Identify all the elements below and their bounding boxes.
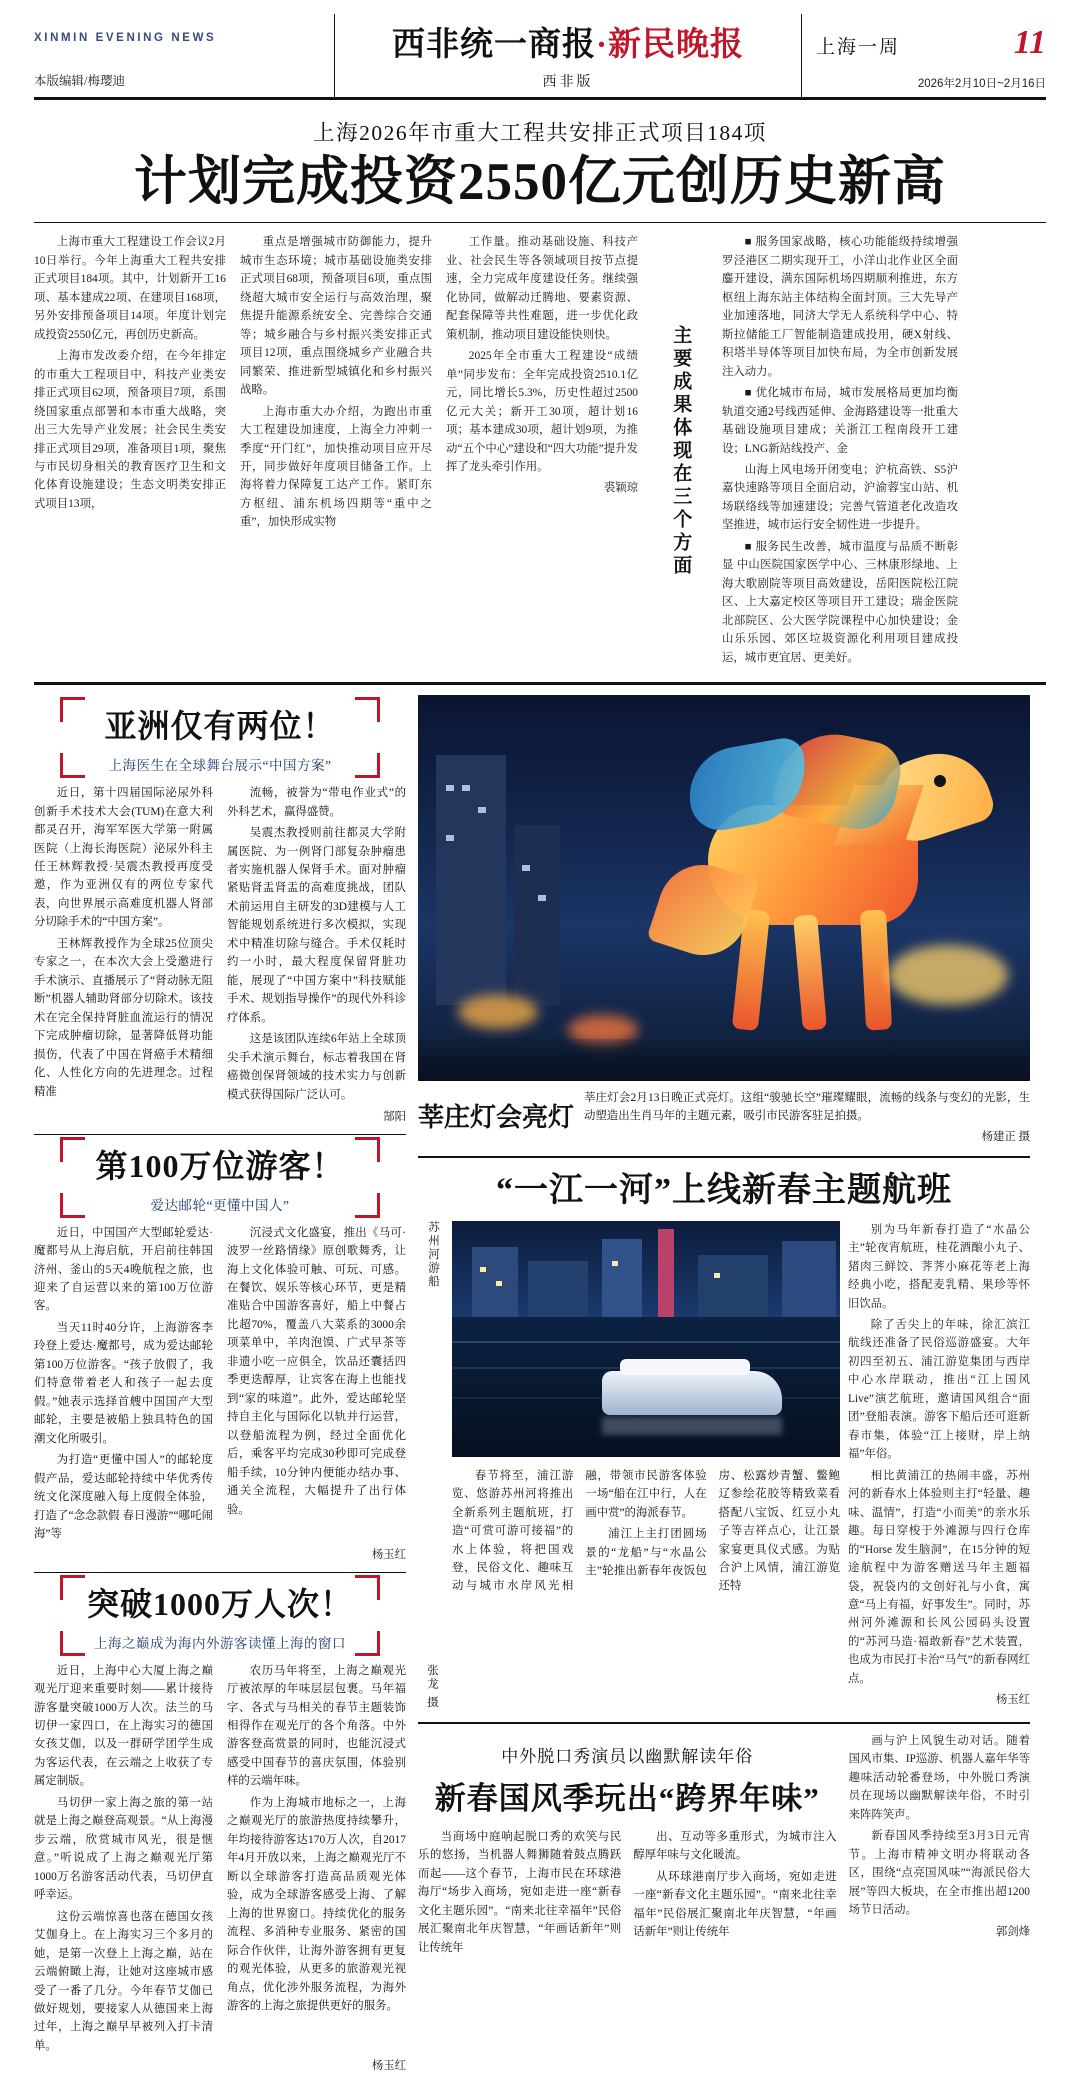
bottom-article-byline: 郭剑烽 <box>995 1925 1030 1938</box>
corner-decoration-icon <box>355 1631 380 1656</box>
masthead-right <box>802 14 1046 97</box>
photo-tour-boat <box>602 1371 782 1415</box>
river-photo-label: 苏州河游船 <box>427 1220 439 1289</box>
top-article-col-3 <box>446 233 638 670</box>
bottom-article <box>418 1732 1030 1957</box>
flight-article-text <box>452 1467 840 1596</box>
paragraph: 重点是增强城市防御能力，提升城市生态环境；城市基础设施类安排正式项目68项，预备项目6项，重点围绕超大城市安全运行与高效治理，聚焦提升能源系统安全、完善综合交通等；城乡融合与乡村振兴类安排正式项目12项，重点围绕城乡产业融合共同繁荣、推进新型城镇化和乡村振兴战略。 <box>240 236 432 397</box>
corner-decoration-icon <box>60 1575 85 1600</box>
photo-tower <box>658 1229 674 1317</box>
photo-boat-cabin <box>620 1359 750 1375</box>
byline: 裘颖琼 <box>603 482 638 495</box>
vertical-subhead-text: 主要成果体现在三个方面 <box>670 325 692 579</box>
lantern-caption-text: 莘庄灯会2月13日晚正式亮灯。这组“骏驰长空”璀璨耀眼，流畅的线条与变幻的光影，生动塑造出生肖马年的主题元素，吸引市民游客驻足拍摄。 <box>584 1092 1030 1123</box>
paragraph: 近日，第十四届国际泌尿外科创新手术技术大会(TUM)在意大利都灵召开，海军军医大学第一附属医院（上海长海医院）泌尿外科主任王林辉教授·吴震杰教授再度受邀，作为亚洲仅有的两位专家代表，向世界展示高难度机器人肾部分切除手术的“中国方案”。 <box>34 787 213 929</box>
paragraph: 工作量。推动基础设施、科技产业、社会民生等各领域项目按节点提速，全力完成年度建设任务。继续强化协同，做解动迁腾地、要素资源、配套保障等共性难题，进一步优化政策机制，推动项目建设能快则快。 <box>446 236 638 341</box>
article-2-headline-block <box>34 1141 406 1214</box>
photo-building <box>528 1261 588 1317</box>
flight-article-headline: “一江一河”上线新春主题航班 <box>496 1171 952 1209</box>
masthead <box>34 14 1046 100</box>
river-photo-credit: 张龙 摄 <box>426 1664 438 1710</box>
photo-lantern-glow <box>458 995 538 1029</box>
photo-foreground-shadow <box>418 1039 1030 1081</box>
masthead-date-range: 2026年2月10日~2月16日 <box>917 78 1046 90</box>
corner-decoration-icon <box>60 753 85 778</box>
photo-window <box>522 865 530 871</box>
lantern-festival-photo <box>418 695 1030 1081</box>
paragraph: 上海市发改委介绍，在今年排定的市重大工程项目中，科技产业类安排正式项目62项，预备项目7项，系围绕国家重点部署和本市重大战略，突出三大先导产业发展；社会民生类安排正式项目29项，准备项目1项，聚焦与市民切身相关的教育医疗卫生和文化体育设施建设；生态文明类安排正式项目13项， <box>34 350 226 510</box>
masthead-title-left: 西非统一商报 <box>391 27 596 63</box>
lantern-photo-credit: 杨建正 摄 <box>981 1130 1030 1143</box>
corner-decoration-icon <box>355 1575 380 1600</box>
lead-headline: 计划完成投资2550亿元创历史新高 <box>134 153 946 211</box>
article-2-headline: 第100万位游客！ <box>95 1147 345 1184</box>
article-2-byline: 杨玉红 <box>371 1548 406 1561</box>
article-1-headline-block <box>34 701 406 774</box>
paragraph: 这份云端惊喜也落在德国女孩艾伽身上。在上海实习三个多月的她，是第一次登上上海之巅，站在云端俯瞰上海，让她对这座城市感受了一番了几分。今年春节艾伽已做好规划，要接家人从德国来上海过年，上海之巅早早被列入打卡清单。 <box>34 1910 213 2052</box>
corner-decoration-icon <box>355 753 380 778</box>
page-number: 11 <box>1013 24 1046 61</box>
article-3-body <box>34 1662 406 2056</box>
flight-article-col-3 <box>848 1221 1030 1710</box>
masthead-title-right: 新民晚报 <box>608 27 744 63</box>
paragraph: 作为上海城市地标之一，上海之巅观光厅的旅游热度持续攀升，年均接待游客达170万人次，自2017年4月开放以来，上海之巅观光厅不断以全球游客打造高品质观光体验，成为全球游客感受上海、了解上海的世界窗口。持续优化的服务流程、多消种专业服务、紧密的国际合作伙伴，让海外游客拥有更复的观光体验，从更多的旅游观光视角点，优化涉外服务流程，为海外游客的上海之旅提供更好的服务。 <box>227 1796 406 2013</box>
corner-decoration-icon <box>60 1631 85 1656</box>
top-article <box>34 223 1046 685</box>
bottom-article-subhead: 中外脱口秀演员以幽默解读年俗 <box>501 1746 754 1766</box>
article-3-subhead: 上海之巅成为海内外游客读懂上海的窗口 <box>94 1635 346 1651</box>
photo-window <box>714 1273 720 1278</box>
paragraph: 流畅，被誉为“带电作业式”的外科艺术，赢得盛赞。 <box>227 787 406 818</box>
photo-window <box>446 835 454 841</box>
photo-window <box>612 1261 618 1266</box>
corner-decoration-icon <box>60 1193 85 1218</box>
corner-decoration-icon <box>355 1137 380 1162</box>
paragraph: 沉浸式文化盛宴，推出《马可·波罗一丝路情缘》原创歌舞秀，让海上文化体验可触、可玩、可感。在餐饮、娱乐等核心环节，更是精准贴合中国游客喜好，船上中餐占比超70%，覆盖八大菜系的3000余项菜单中，羊肉泡馍、广式早茶等非遗小吃一应俱全，饮品还囊括四季更迭醇厚，让宾客在海上也能找到“家的味道”。此外，爱达邮轮坚持自主化与国际化以轨并行运营，以登船流程为例，经过全面优化后，乘客平均完成30秒即可完成登船手续，10分钟内便能办结办事、通关全流程，大幅提升了出行体验。 <box>227 1226 406 1516</box>
photo-window <box>496 1281 502 1286</box>
divider <box>34 1572 406 1573</box>
paragraph: 吴震杰教授则前往都灵大学附属医院、为一例肾门部复杂肿瘤患者实施机器人保肾手术。面对肿瘤紧贴肾盂肾盂的高难度挑战，团队术前运用自主研发的3D建模与人工智能规划系统进行多次模拟，实现术中精准切除与缝合。手术仅耗时约一小时，最大程度保留肾脏功能，展现了“中国方案中”科技赋能手术、规划指导操作”的现代外科诊疗体系。 <box>227 827 406 1024</box>
paragraph: 为打造“更懂中国人”的邮轮度假产品，爱达邮轮持续中华优秀传统文化深度融入每上度假全体验，打造了“念念款假 春日漫游”“哪吒闹海”等 <box>34 1454 213 1541</box>
corner-decoration-icon <box>60 1137 85 1162</box>
flight-article-byline: 杨玉红 <box>995 1694 1030 1707</box>
corner-decoration-icon <box>60 697 85 722</box>
paragraph: 这是该团队连续6年站上全球顶尖手术演示舞台，标志着我国在肾癌微创保肾领域的技术实力与创新模式获得国际广泛认可。 <box>227 1033 406 1101</box>
lead-headline-block <box>34 116 1046 212</box>
right-column <box>418 695 1030 2073</box>
photo-window <box>478 807 486 813</box>
article-3-headline-block <box>34 1579 406 1652</box>
photo-building <box>698 1255 768 1317</box>
paragraph: 浦江上主打团圆场景的“龙船”与“水晶公主”轮推出新春年夜饭包房、松露炒青蟹、鳖鲍辽参绘花胶等精致菜看搭配八宝饭、红豆小丸子等吉祥点心，让江景家宴更具仪式感。为贴合沪上风情，浦江游览还特 <box>585 1469 840 1593</box>
masthead-subtitle: 西非版 <box>542 75 594 90</box>
photo-horse-lantern <box>648 715 1018 1065</box>
photo-window <box>480 1267 486 1272</box>
article-2-subhead: 爱达邮轮“更懂中国人” <box>150 1197 290 1213</box>
photo-building <box>782 1241 836 1317</box>
lower-section <box>34 695 1046 2073</box>
masthead-left <box>34 14 335 97</box>
masthead-week-row <box>816 14 1046 59</box>
masthead-editor: 本版编辑/梅璎迪 <box>34 74 125 88</box>
photo-lantern-glow <box>888 945 1008 1005</box>
paragraph: 当天11时40分许，上海游客李玲登上爱达·魔都号，成为爱达邮轮第100万位游客。“孩子放假了，我们特意带着老人和孩子一起去度假。”她表示选择首艘中国国产大型邮轮，主要是被船上独具特色的国潮文化所吸引。 <box>34 1321 213 1445</box>
paragraph: ■ 服务国家战略，核心功能能级持续增强 罗泾港区二期实现开工，小洋山北作业区全面鏖开建设，满东国际机场四期顺利推进，东方枢纽上海东站主体结构全面封顶。三大先导产业加速落地，同济大学无人系统科学中心、特斯拉储能工厂智能制造建成投用，硬X射线、积塔半导体等项目加快布局，为全市创新发展注入动力。 <box>722 236 958 378</box>
corner-decoration-icon <box>355 697 380 722</box>
masthead-english-name: XINMIN EVENING NEWS <box>34 32 217 44</box>
article-1-body <box>34 784 406 1105</box>
paragraph: 马切伊一家上海之旅的第一站就是上海之巅登高观景。“从上海漫步云端，欣赏城市风光，很是惬意。”听说成了上海之巅观光厅第1000万名游客活动代表，马切伊直呼幸运。 <box>34 1796 213 1902</box>
paragraph: 山海上风电场开闭变电；沪杭高铁、S5沪嘉快速路等项目全面启动，沪渝蓉宝山站、机场联络线等加速建设；完善气管道老化改造攻坚推进，城市运行安全韧性进一步提升。 <box>722 463 958 532</box>
corner-decoration-icon <box>355 1193 380 1218</box>
lantern-caption-row <box>418 1089 1030 1144</box>
paragraph: 新春国风季持续至3月3日元宵节。上海市精神文明办将联动各区，围绕“点亮国风味”“海派民俗大展”等四大板块，在全市推出超1200场节日活动。 <box>848 1830 1030 1917</box>
paragraph: 2025年全市重大工程建设“成绩单”同步发布：全年完成投资2510.1亿元，同比增长5.3%，历史性超过2500亿元大关；新开工30项，超计划16项；基本建成30项，超计划9项，为推动“五个中心”建设和“四大功能”提升发挥了龙头牵引作用。 <box>446 350 638 473</box>
masthead-center <box>335 14 802 97</box>
photo-window <box>462 785 470 791</box>
divider <box>418 1156 1030 1158</box>
newspaper-page <box>0 14 1080 2073</box>
bottom-article-headline: 新春国风季玩出“跨界年味” <box>434 1780 820 1816</box>
paragraph: ■ 优化城市布局，城市发展格局更加均衡 轨道交通2号线西延伸、金海路建设等一批重大基础设施项目建成；关浙江工程南段开工建设；LNG新站线投产、金 <box>722 387 958 455</box>
paragraph: 近日，中国国产大型邮轮爱达·魔都号从上海启航，开启前往韩国济州、釜山的5天4晚航程之旅，也迎来了自运营以来的第100万位游客。 <box>34 1226 213 1313</box>
paragraph: 别为马年新春打造了“水晶公主”轮夜宵航班，桂花酒酿小丸子、猪肉三鲜饺、荠荠小麻花等老上海经典小吃，搭配麦乳精、果珍等怀旧饮品。 <box>848 1223 1030 1310</box>
article-1-byline: 郜阳 <box>383 1110 406 1123</box>
photo-building <box>436 755 506 1005</box>
top-article-col-4 <box>722 233 958 670</box>
flight-article-body-row <box>418 1221 1030 1710</box>
paragraph: 相比黄浦江的热闹丰盛，苏州河的新春水上体验则主打“轻量、趣味、温情”，打造“小而美”的亲水乐趣。每日穿梭于外滩源与四行仓库的“Horse 发生脑洞”，在15分钟的短途航程中为游客赠送马年主题福袋，祝袋内的文创好礼与小食，寓意“马上有福，好事发生”。同时，苏州河外滩源和长风公园码头设置的“苏河马造·福敢新春”艺术装置，也成为市民打卡治“马气”的新春网红点。 <box>848 1469 1030 1685</box>
photo-water-reflection <box>452 1341 840 1343</box>
left-column <box>34 695 406 2073</box>
photo-window <box>446 785 454 791</box>
bottom-article-body <box>418 1828 837 1957</box>
top-article-col-2 <box>240 233 432 670</box>
divider <box>34 1134 406 1135</box>
paragraph: ■ 服务民生改善，城市温度与品质不断彰显 中山医院国家医学中心、三林康形绿地、上海大歌剧院等项目高效建设，岳阳医院松江院区、上大嘉定校区等项目开工建设；瑞金医院北部院区、公大医学院课程中心加快建设；金山乐乐园、郊区垃圾资源化利用项目建成投运，城市更宜居、更美好。 <box>722 540 958 664</box>
paragraph: 上海市重大工程建设工作会议2月10日举行。今年上海重大工程共安排正式项目184项。其中，计划新开工16项、基本建成22项、在建项目168项，另外安排预备项目14项。年度计划完成投资2550亿元，再创历史新高。 <box>34 236 226 341</box>
paragraph: 出、互动等多重形式，为城市注入醇厚年味与文化暖流。 <box>633 1830 837 1862</box>
lantern-caption-title: 莘庄灯会亮灯 <box>418 1103 575 1133</box>
photo-building <box>602 1239 642 1317</box>
suzhou-creek-photo <box>452 1221 840 1457</box>
paragraph: 画与沪上风貌生动对话。随着国风市集、IP巡游、机器人嘉年华等趣味活动轮番登场，中外脱口秀演员在现场以幽默解读年俗，不时引来阵阵笑声。 <box>848 1734 1030 1821</box>
paragraph: 当商场中庭响起脱口秀的欢笑与民乐的悠扬，当机器人舞狮随着鼓点腾跃而起——这个春节，上海市民在环球港海厅“场步入商场，宛如走进一座“新春文化主题乐园”。“南来北往幸福年”民俗展汇聚南北年庆智慧，“年画话新年”则让传统年 <box>418 1830 622 1954</box>
photo-window <box>538 895 546 901</box>
divider <box>418 1722 1030 1724</box>
paragraph: 上海市重大办介绍，为跑出市重大工程建设加速度，上海全力冲刺一季度“开门红”，加快推动项目应开尽开，同步做好年度项目储备工作。上海将着力保障复工达产工作。紧盯东方枢纽、浦东机场四期等“重中之重”，加快形成实物 <box>240 405 432 529</box>
photo-building <box>472 1247 518 1317</box>
article-3-headline: 突破1000万人次！ <box>86 1585 353 1622</box>
article-1-headline: 亚洲仅有两位！ <box>104 708 336 745</box>
article-2-body <box>34 1224 406 1544</box>
top-article-col-1 <box>34 233 226 670</box>
lead-kicker: 上海2026年市重大工程共安排正式项目184项 <box>313 121 767 145</box>
paragraph: 近日，上海中心大厦上海之巅观光厅迎来重要时刻——累计接待游客量突破1000万人次。法兰的马切伊一家四口，在上海实习的德国女孩艾伽，以及一群研学团学生成为客运代表，在云端之上收获了专属定制版。 <box>34 1664 213 1788</box>
paragraph: 春节将至，浦江游览、悠游苏州河将推出全新系列主题航班，打造“可赏可游可接福”的水上体验，将把国戏登，民俗文化、趣味互动与城市水岸风光相融，带领市民游客体验一场“船在江中行，人在画中赏”的海派春节。 <box>452 1469 707 1593</box>
article-3-byline: 杨玉红 <box>371 2060 406 2073</box>
bottom-article-col-3 <box>849 1732 1030 1957</box>
paragraph: 王林辉教授作为全球25位顶尖专家之一，在本次大会上受邀进行手术演示、直播展示了“肾动脉无阻断”机器人辅助肾部分切除术。该技术在完全保持肾脏血流运行的情况下完成肿瘤切除，显著降低肾功能损伤，代表了中国在肾癌手术精细化、人性化方向的先进理念。过程精准 <box>34 937 213 1098</box>
masthead-title-dot: · <box>595 27 608 63</box>
article-1-subhead: 上海医生在全球舞台展示“中国方案” <box>108 758 332 774</box>
photo-building <box>514 825 560 1005</box>
vertical-subhead <box>652 233 708 670</box>
photo-boat-reflection <box>602 1417 782 1435</box>
paragraph: 除了舌尖上的年味，徐汇滨江航线还准备了民俗巡游盛宴。大年初四至初五、浦江游览集团与西岸中心水岸联动，推出“江上国风Live”演艺航班，邀请国风组合“面团”登船表演。游客下船后还可逛新春市集，体验“江上接财，岸上纳福”年俗。 <box>848 1318 1030 1461</box>
paragraph: 从环球港南厅步入商场，宛如走进一座“新春文化主题乐园”。“南来北往幸福年”民俗展汇聚南北年庆智慧，“年画话新年”则让传统年 <box>633 1870 837 1939</box>
paragraph: 农历马年将至，上海之巅观光厅被浓厚的年味层层包裹。马年福字、各式与马相关的春节主题装饰相得作在观光厅的各个角落。中外游客登高赏景的同时，也能沉浸式感受中国春节的喜庆氛围，体验别样的云端年味。 <box>227 1664 406 1788</box>
masthead-title <box>392 18 744 65</box>
masthead-section-label: 上海一周 <box>816 36 901 58</box>
